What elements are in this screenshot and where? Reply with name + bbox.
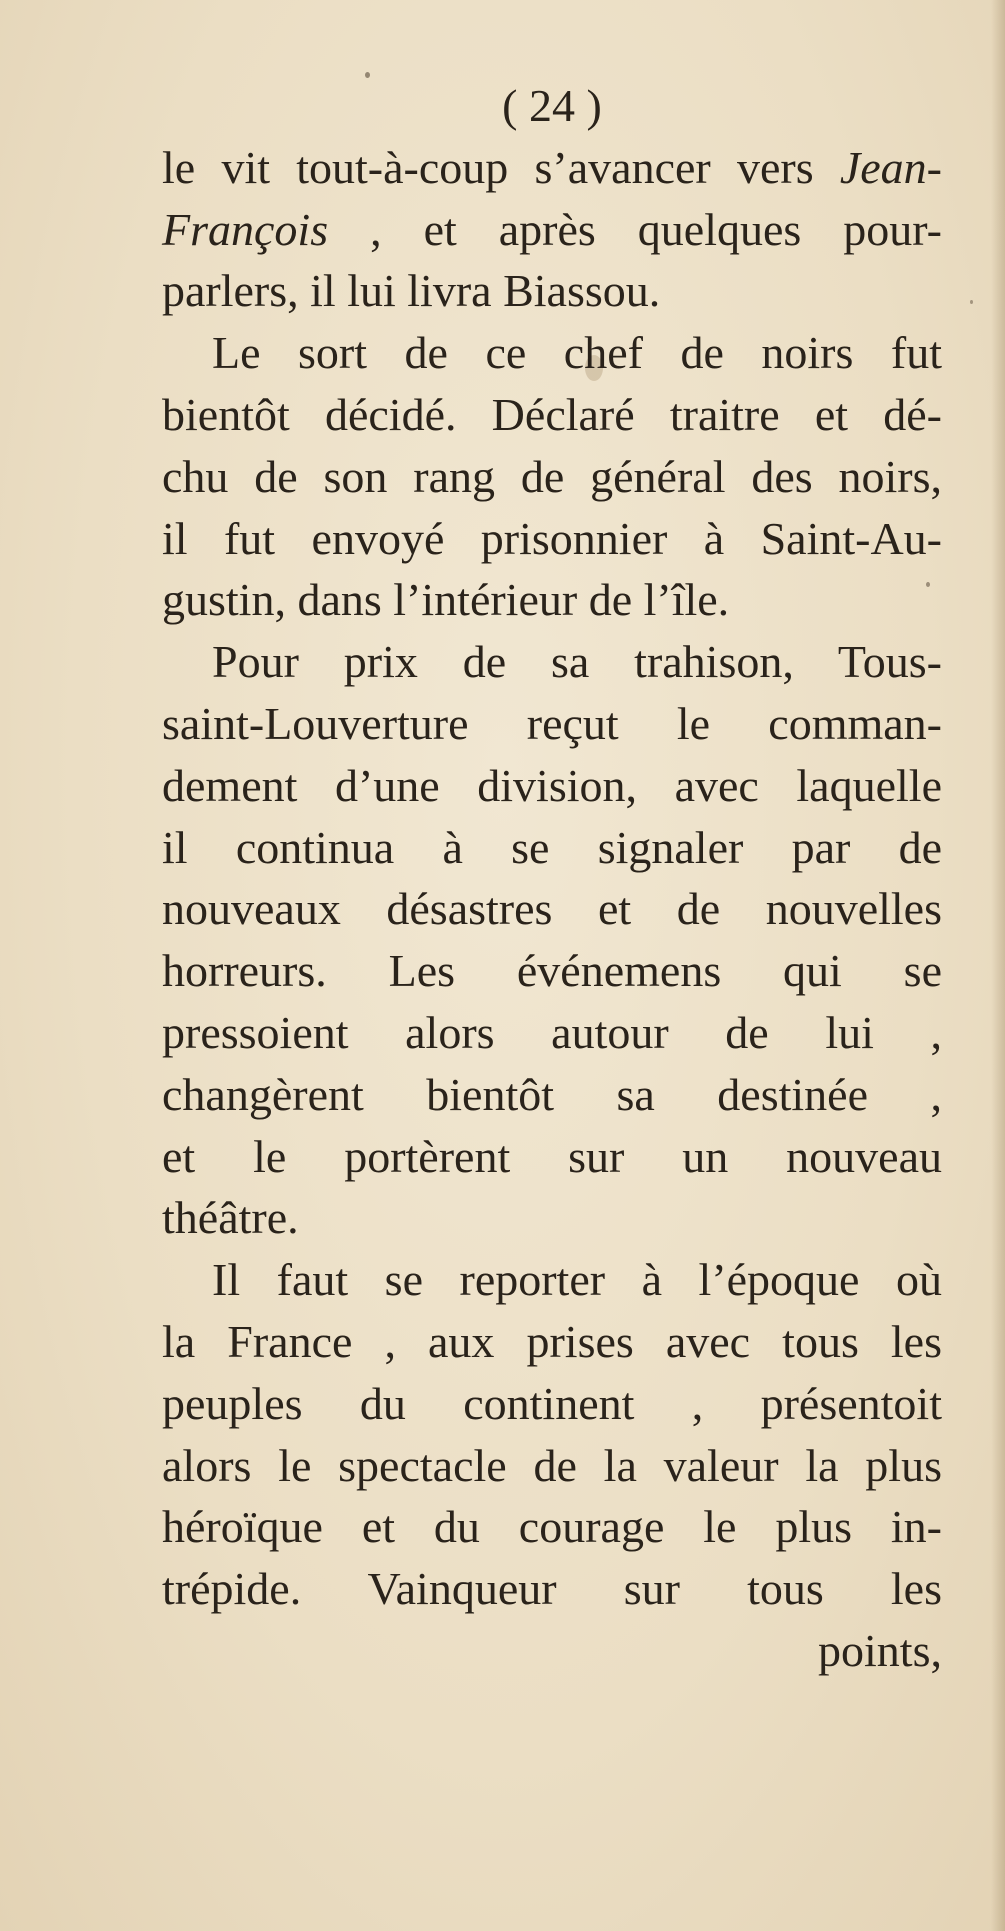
- text-segment: il continua à se signaler par de: [162, 821, 942, 873]
- text-line: [162, 1187, 942, 1249]
- text-line: [162, 1002, 942, 1064]
- text-segment: il fut envoyé prisonnier à Saint-Au-: [162, 512, 942, 564]
- text-segment: peuples du continent , présentoit: [162, 1377, 942, 1429]
- text-line: [162, 693, 942, 755]
- text-segment: bientôt décidé. Déclaré traitre et dé-: [162, 388, 942, 440]
- text-segment: saint-Louverture reçut le comman-: [162, 697, 942, 749]
- text-line: [162, 446, 942, 508]
- text-segment: Pour prix de sa trahison, Tous-: [212, 636, 942, 688]
- text-line: [162, 1558, 942, 1620]
- text-segment: héroïque et du courage le plus in-: [162, 1501, 942, 1553]
- text-line: [162, 384, 942, 446]
- paper-speck: [970, 300, 973, 304]
- text-segment: horreurs. Les événemens qui se: [162, 945, 942, 997]
- italic-text: François: [162, 203, 329, 255]
- text-segment: changèrent bientôt sa destinée ,: [162, 1068, 942, 1120]
- page-number: ( 24 ): [502, 80, 602, 131]
- text-line: [162, 878, 942, 940]
- text-line: [162, 817, 942, 879]
- text-segment: chu de son rang de général des noirs,: [162, 450, 942, 502]
- text-segment: gustin, dans l’intérieur de l’île.: [162, 574, 730, 626]
- page-text: [162, 75, 942, 1682]
- text-segment: et le portèrent sur un nouveau: [162, 1130, 942, 1182]
- text-line: [162, 1435, 942, 1497]
- text-segment: trépide. Vainqueur sur tous les: [162, 1563, 942, 1615]
- text-line: [162, 940, 942, 1002]
- text-segment: la France , aux prises avec tous les: [162, 1315, 942, 1367]
- text-line: [162, 1126, 942, 1188]
- page-edge-shadow: [991, 0, 1005, 1931]
- italic-text: Jean-: [839, 141, 942, 193]
- text-line: [162, 508, 942, 570]
- text-segment: parlers, il lui livra Biassou.: [162, 265, 661, 317]
- text-line: [162, 1496, 942, 1558]
- text-line: [162, 1311, 942, 1373]
- text-line: [162, 1620, 942, 1682]
- text-line: [162, 569, 942, 631]
- text-line: [162, 1249, 942, 1311]
- text-segment: points,: [818, 1624, 942, 1676]
- text-segment: nouveaux désastres et de nouvelles: [162, 883, 942, 935]
- text-segment: pressoient alors autour de lui ,: [162, 1006, 942, 1058]
- body-text: [162, 137, 942, 1682]
- text-segment: Le sort de ce chef de noirs fut: [212, 327, 942, 379]
- text-line: [162, 1064, 942, 1126]
- text-segment: alors le spectacle de la valeur la plus: [162, 1439, 942, 1491]
- text-line: [162, 260, 942, 322]
- text-line: [162, 755, 942, 817]
- text-line: [162, 631, 942, 693]
- text-line: [162, 199, 942, 261]
- text-segment: dement d’une division, avec laquelle: [162, 759, 942, 811]
- text-line: [162, 322, 942, 384]
- text-segment: Il faut se reporter à l’époque où: [212, 1254, 942, 1306]
- text-line: [162, 1373, 942, 1435]
- text-segment: théâtre.: [162, 1192, 299, 1244]
- text-line: [162, 137, 942, 199]
- text-segment: , et après quelques pour-: [328, 203, 942, 255]
- text-segment: le vit tout-à-coup s’avancer vers: [162, 141, 840, 193]
